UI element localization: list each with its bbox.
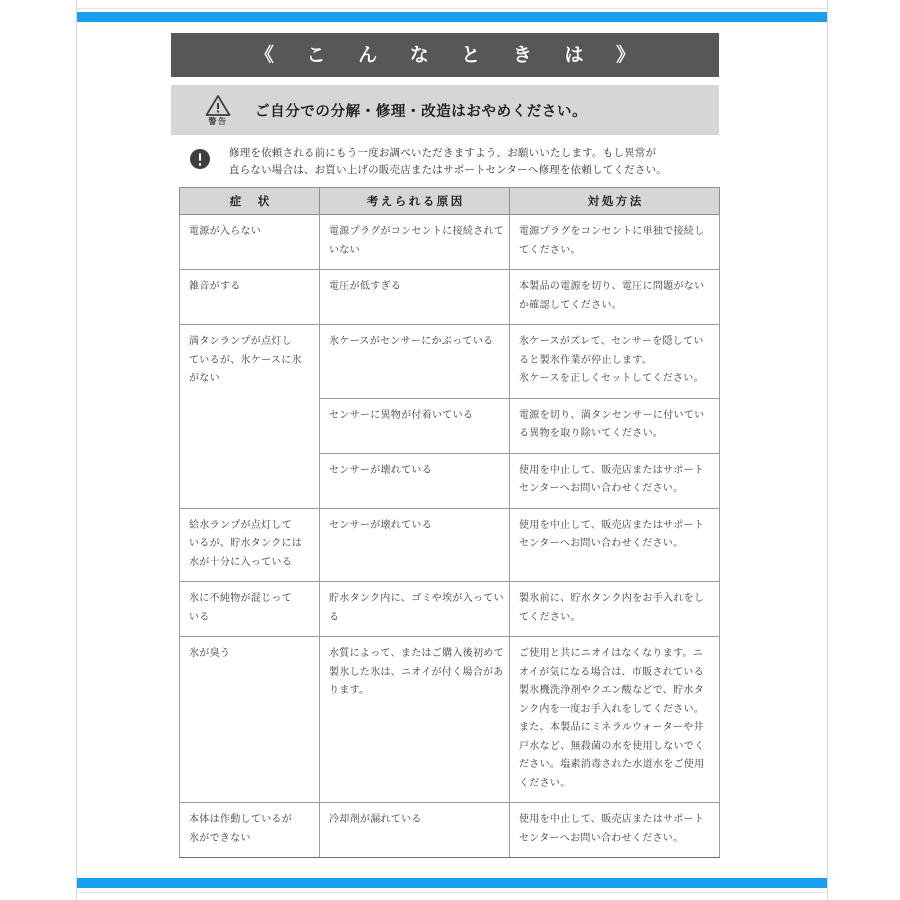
cell-remedy bbox=[510, 637, 720, 803]
cell-cause bbox=[320, 398, 510, 453]
cell-cause bbox=[320, 453, 510, 508]
notice-line: 修理を依頼される前にもう一度お調べいただきますよう、お願いいたします。もし異常が bbox=[229, 147, 657, 159]
cell-remedy bbox=[510, 508, 720, 582]
bottom-hairline-rule bbox=[77, 892, 827, 893]
bottom-blue-rule bbox=[77, 878, 827, 888]
top-hairline-rule bbox=[77, 8, 827, 9]
cell-cause bbox=[320, 508, 510, 582]
cell-remedy bbox=[510, 325, 720, 399]
table-body bbox=[180, 215, 720, 858]
cell-line: 電源を切り、満タンセンサーに付いてい bbox=[519, 409, 705, 421]
cell-remedy bbox=[510, 803, 720, 858]
cell-line: 氷ケースを正しくセットしてください。 bbox=[519, 373, 704, 384]
page-title: 《 こ ん な と き は 》 bbox=[254, 43, 649, 66]
cell-line: 電源プラグをコンセントに単独で接続し bbox=[519, 226, 705, 237]
cell-cause bbox=[320, 637, 510, 803]
cell-symptom bbox=[180, 215, 320, 270]
warning-triangle-icon bbox=[187, 94, 249, 126]
column-header-remedy: 対処方法 bbox=[510, 188, 720, 215]
cell-line: 製氷機洗浄剤やクエン酸などで、貯水タ bbox=[519, 685, 704, 696]
table-row bbox=[180, 803, 720, 858]
table-header-row bbox=[180, 188, 720, 215]
cell-line: 使用を中止して、販売店またはサポート bbox=[519, 464, 705, 476]
table-row bbox=[180, 270, 720, 325]
cell-cause bbox=[320, 582, 510, 637]
cell-symptom bbox=[180, 508, 320, 582]
notice-line: 直らない場合は、お買い上げの販売店またはサポートセンターへ修理を依頼してください。 bbox=[229, 164, 667, 176]
cell-line: 氷が臭う bbox=[189, 648, 231, 659]
cell-line: 使用を中止して、販売店またはサポート bbox=[519, 519, 705, 531]
cell-line: 使用を中止して、販売店またはサポート bbox=[519, 814, 705, 825]
table-row bbox=[180, 215, 720, 270]
cell-line: 電圧が低すぎる bbox=[329, 281, 402, 292]
table-row bbox=[180, 637, 720, 803]
cell-line: いるが、貯水タンクには bbox=[189, 538, 303, 549]
cell-line: 本製品の電源を切り、電圧に問題がない bbox=[519, 281, 705, 292]
cell-line: 氷に不純物が混じって bbox=[189, 593, 292, 604]
cell-line: ンク内を一度お手入れをしてください。 bbox=[519, 703, 705, 715]
cell-line: センターへお問い合わせください。 bbox=[519, 832, 684, 844]
cell-remedy bbox=[510, 582, 720, 637]
notice-message bbox=[229, 145, 667, 179]
cell-line: ください。 bbox=[519, 777, 571, 789]
cell-cause bbox=[320, 325, 510, 399]
table-row bbox=[180, 582, 720, 637]
cell-line: 製氷した氷は、ニオイが付く場合があ bbox=[329, 666, 504, 678]
cell-line: 電源が入らない bbox=[189, 226, 262, 237]
cell-line: る異物を取り除いてください。 bbox=[519, 428, 664, 439]
cell-remedy bbox=[510, 398, 720, 453]
cell-line: 雑音がする bbox=[189, 281, 241, 292]
cell-line: 冷却剤が漏れている bbox=[329, 814, 422, 825]
cell-line: センサーが壊れている bbox=[329, 519, 432, 531]
cell-line: 戸水など、無殺菌の水を使用しないでく bbox=[519, 740, 705, 752]
cell-line: 氷ケースがセンサーにかぶっている bbox=[329, 336, 494, 347]
cell-symptom bbox=[180, 270, 320, 325]
cell-cause bbox=[320, 215, 510, 270]
cell-line: 本体は作動しているが bbox=[189, 814, 292, 825]
cell-line: 貯水タンク内に、ゴミや埃が入ってい bbox=[329, 593, 504, 604]
cell-line: センターへお問い合わせください。 bbox=[519, 483, 684, 494]
cell-line: ります。 bbox=[329, 685, 370, 696]
warning-message: ご自分での分解・修理・改造はおやめください。 bbox=[255, 103, 588, 120]
table-row bbox=[180, 508, 720, 582]
cell-cause bbox=[320, 270, 510, 325]
cell-cause bbox=[320, 803, 510, 858]
cell-line: 氷ケースがズレて、センサーを隠してい bbox=[519, 336, 704, 347]
cell-symptom bbox=[180, 325, 320, 509]
warning-strip bbox=[171, 85, 719, 135]
cell-line: ると製氷作業が停止します。 bbox=[519, 354, 653, 366]
column-header-cause: 考えられる原因 bbox=[320, 188, 510, 215]
cell-remedy bbox=[510, 453, 720, 508]
exclamation-circle-icon bbox=[171, 145, 229, 169]
cell-line: 満タンランプが点灯し bbox=[189, 336, 292, 347]
cell-line: 水が十分に入っている bbox=[189, 556, 292, 568]
cell-line: てください。 bbox=[519, 611, 581, 623]
cell-line: ださい。塩素消毒された水道水をご使用 bbox=[519, 759, 705, 770]
cell-symptom bbox=[180, 803, 320, 858]
cell-line: いない bbox=[329, 244, 360, 256]
troubleshooting-table bbox=[179, 187, 720, 858]
cell-line: てください。 bbox=[519, 244, 581, 256]
cell-line: がない bbox=[189, 373, 220, 384]
cell-line: る bbox=[329, 611, 340, 623]
cell-symptom bbox=[180, 582, 320, 637]
cell-remedy bbox=[510, 215, 720, 270]
cell-line: か確認してください。 bbox=[519, 299, 622, 311]
cell-line: 電源プラグがコンセントに接続されて bbox=[329, 226, 505, 237]
section-title-banner bbox=[171, 33, 719, 77]
cell-line: また、本製品にミネラルウォーターや井 bbox=[519, 722, 704, 733]
cell-remedy bbox=[510, 270, 720, 325]
cell-symptom bbox=[180, 637, 320, 803]
top-blue-rule bbox=[77, 12, 827, 22]
cell-line: センサーに異物が付着いている bbox=[329, 409, 474, 421]
warning-icon-label: 警告 bbox=[208, 117, 228, 126]
cell-line: いる bbox=[189, 611, 210, 623]
cell-line: ているが、氷ケースに氷 bbox=[189, 354, 302, 366]
cell-line: オイが気になる場合は、市販されている bbox=[519, 666, 704, 678]
cell-line: センサーが壊れている bbox=[329, 464, 432, 476]
cell-line: センターへお問い合わせください。 bbox=[519, 538, 684, 549]
cell-line: 水質によって、またはご購入後初めて bbox=[329, 648, 504, 659]
table-row bbox=[180, 325, 720, 399]
cell-line: 氷ができない bbox=[189, 832, 251, 844]
cell-line: 製氷前に、貯水タンク内をお手入れをし bbox=[519, 593, 705, 604]
cell-line: 給水ランプが点灯して bbox=[189, 519, 292, 531]
notice-block bbox=[171, 145, 719, 179]
cell-line: ご使用と共にニオイはなくなります。ニ bbox=[519, 648, 704, 659]
manual-page-sheet bbox=[76, 0, 828, 900]
column-header-symptom: 症 状 bbox=[180, 188, 320, 215]
